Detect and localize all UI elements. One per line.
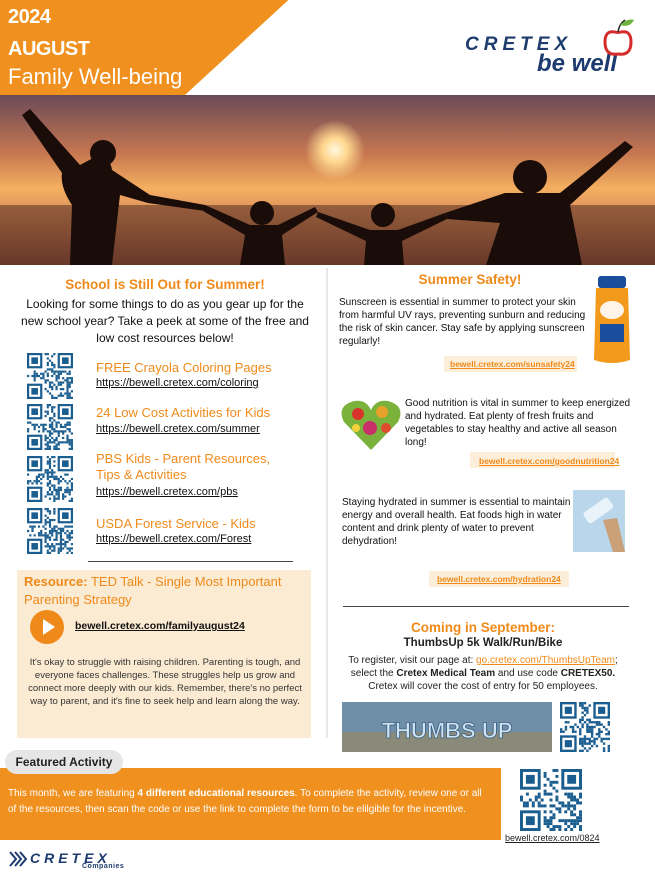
code-text: and use code: [495, 668, 561, 679]
thumbsup-link[interactable]: go.cretex.com/ThumbsUpTeam: [476, 655, 615, 666]
resource-box-title: [24, 573, 304, 609]
september-event: ThumbsUp 5k Walk/Run/Bike: [403, 637, 563, 649]
nutrition-link[interactable]: bewell.cretex.com/goodnutrition24: [479, 456, 620, 466]
footer-subtitle: Companies: [82, 863, 125, 870]
resource-link-summer[interactable]: https://bewell.cretex.com/summer: [96, 423, 260, 435]
sunscreen-bottle-icon: [592, 276, 632, 366]
hydration-text: Staying hydrated in summer is essential to maintain energy and overall health. Eat foods high in water content and drink plenty of water to prevent dehydration!: [342, 497, 571, 547]
qr-code-coloring[interactable]: [27, 353, 73, 399]
cretex-companies-logo: [8, 848, 158, 870]
featured-link[interactable]: bewell.cretex.com/0824: [505, 833, 600, 843]
promo-code: CRETEX50.: [560, 668, 616, 679]
resource-title-forest: USDA Forest Service - Kids: [96, 516, 256, 531]
footer-wordmark: CRETEX: [30, 850, 111, 866]
sunscreen-text: Sunscreen is essential in summer to protect your skin from harmful UV rays, preventing sunburn and reducing the risk of skin cancer. Stay safe by applying sunscreen regularly!: [339, 297, 586, 347]
nutrition-text: Good nutrition is vital in summer to keep energized and hydrated. Eat plenty of fresh fruits and vegetables to stay healthy and active all season long!: [405, 398, 631, 448]
team-name: Cretex Medical Team: [396, 668, 496, 679]
cretex-bewell-logo: [465, 16, 635, 82]
left-divider: [88, 561, 293, 562]
entry-cost-text: Cretex will cover the cost of entry for 50 employees.: [368, 681, 598, 692]
featured-text-start: This month, we are featuring: [8, 788, 138, 799]
right-divider: [343, 606, 629, 607]
register-punct: ;: [615, 655, 618, 666]
water-bottle-photo: [573, 490, 625, 552]
heart-produce-icon: [340, 398, 402, 452]
qr-code-pbs[interactable]: [27, 456, 73, 502]
resource-link-forest[interactable]: https://bewell.cretex.com/Forest: [96, 533, 252, 545]
resource-box-heading: TED Talk - Single Most Important Parenting Strategy: [24, 574, 282, 607]
qr-code-forest[interactable]: [27, 508, 73, 554]
featured-text: [8, 786, 488, 818]
family-sunset-photo: [0, 95, 655, 265]
safety-section-title: Summer Safety!: [418, 272, 522, 287]
play-icon[interactable]: [30, 610, 64, 644]
qr-code-thumbsup[interactable]: [560, 702, 610, 752]
logo-wordmark: CRETEX: [465, 34, 573, 55]
featured-text-end: . To complete the activity, review one or all of the resources, then scan the code or use the link to complete the form to be elilgible for the incentive.: [8, 788, 482, 815]
school-intro: Looking for some things to do as you gear up for the new school year? Take a peek at some of the free and low cost resources below!: [21, 297, 309, 345]
select-text: select the: [350, 668, 397, 679]
qr-code-summer[interactable]: [27, 404, 73, 450]
apple-icon: [601, 16, 635, 56]
resource-box: [17, 570, 311, 738]
featured-badge: Featured Activity: [5, 750, 123, 774]
hydration-link[interactable]: bewell.cretex.com/hydration24: [437, 574, 561, 584]
thumbsup-photo-text: THUMBS UP: [381, 718, 513, 743]
resource-link-coloring[interactable]: https://bewell.cretex.com/coloring: [96, 377, 259, 389]
resource-title-coloring: FREE Crayola Coloring Pages: [96, 360, 272, 375]
resource-link-pbs[interactable]: https://bewell.cretex.com/pbs: [96, 486, 238, 498]
september-title: Coming in September:: [410, 620, 555, 635]
header-year: 2024: [8, 6, 51, 28]
resource-box-link[interactable]: bewell.cretex.com/familyaugust24: [75, 620, 245, 632]
header-month: AUGUST: [8, 38, 90, 60]
column-divider: [326, 268, 328, 738]
sunscreen-link[interactable]: bewell.cretex.com/sunsafety24: [450, 359, 575, 369]
resource-box-label: Resource:: [24, 574, 88, 589]
register-text: To register, visit our page at:: [348, 655, 477, 666]
resource-title-pbs: PBS Kids - Parent Resources, Tips & Activities: [96, 451, 271, 482]
logo-tagline: be well: [537, 50, 618, 77]
resource-title-summer: 24 Low Cost Activities for Kids: [96, 405, 271, 420]
header-subtitle: Family Well-being: [8, 64, 183, 89]
september-details: [338, 654, 628, 693]
school-section-title: School is Still Out for Summer!: [65, 277, 265, 292]
featured-text-bold: 4 different educational resources: [137, 788, 295, 799]
qr-code-featured[interactable]: [520, 769, 582, 831]
chevrons-icon: [8, 850, 28, 868]
resource-box-body: It's okay to struggle with raising children. Parenting is tough, and everyone faces challenges. These struggles help us grow and connect more deeply with our kids. Remember, there's no perfect way to parent, and it's fine to seek help and learn along the way.: [28, 657, 302, 707]
thumbsup-team-photo: [342, 702, 552, 752]
